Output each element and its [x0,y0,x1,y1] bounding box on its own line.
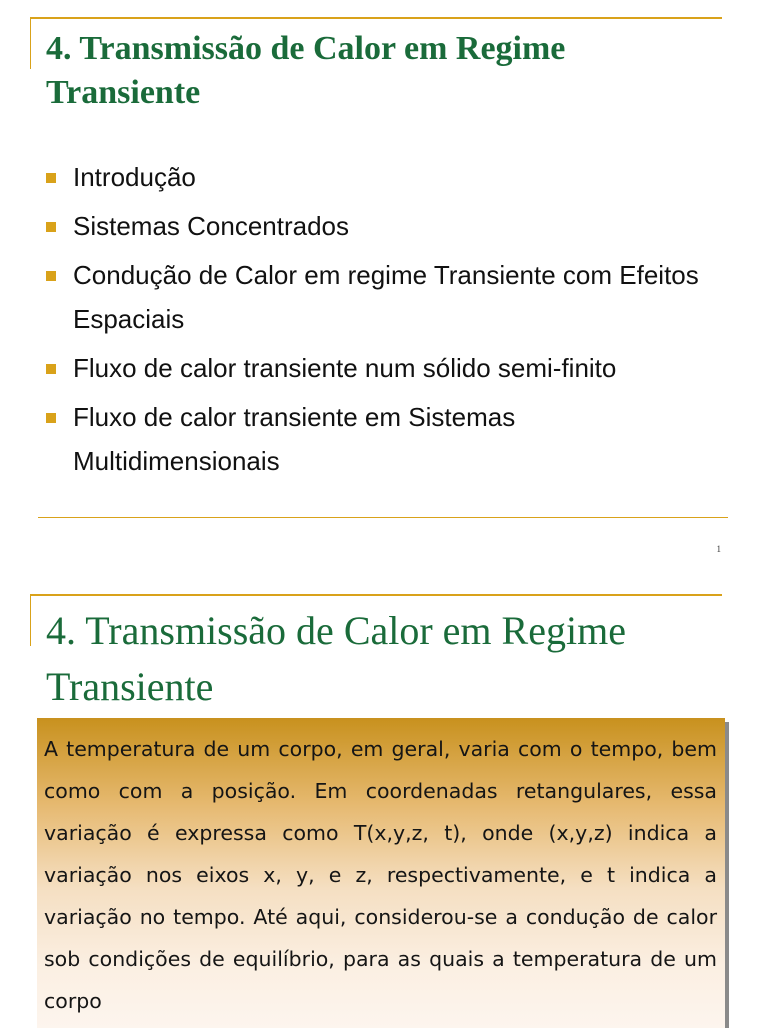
body-text-box [37,718,725,1028]
bullet-text: Sistemas Concentrados [73,211,350,241]
slide-title: 4. Transmissão de Calor em Regime Transiente [46,608,626,709]
bullet-text: Fluxo de calor transiente num sólido semi-finito [73,353,617,383]
bullet-text: Condução de Calor em regime Transiente com Efeitos Espaciais [73,260,699,334]
square-bullet-icon [46,364,56,374]
slide-2 [0,572,768,1024]
list-item [46,346,726,390]
square-bullet-icon [46,413,56,423]
list-item [46,155,726,199]
square-bullet-icon [46,271,56,281]
bullet-text: Introdução [73,162,196,192]
list-item [46,395,726,483]
list-item [46,204,726,248]
bullet-text: Fluxo de calor transiente em Sistemas Multidimensionais [73,402,516,476]
title-frame [30,594,722,596]
bullet-list [46,155,726,488]
square-bullet-icon [46,222,56,232]
page-number: 1 [716,544,721,554]
title-frame [30,17,722,19]
footer-divider [38,517,728,518]
square-bullet-icon [46,173,56,183]
slide-title: 4. Transmissão de Calor em Regime Transiente [46,30,566,112]
list-item [46,253,726,341]
body-paragraph: A temperatura de um corpo, em geral, varia com o tempo, bem como com a posição. Em coordenadas retangulares, essa variação é expressa como T(x,y,z, t), onde (x,y,z) indica a variação nos eixos x, y, e z, respectivamente, e t indica a variação no tempo. Até aqui, considerou-se a condução de calor sob condições de equilíbrio, para as quais a temperatura de um corpo [44,737,717,1013]
